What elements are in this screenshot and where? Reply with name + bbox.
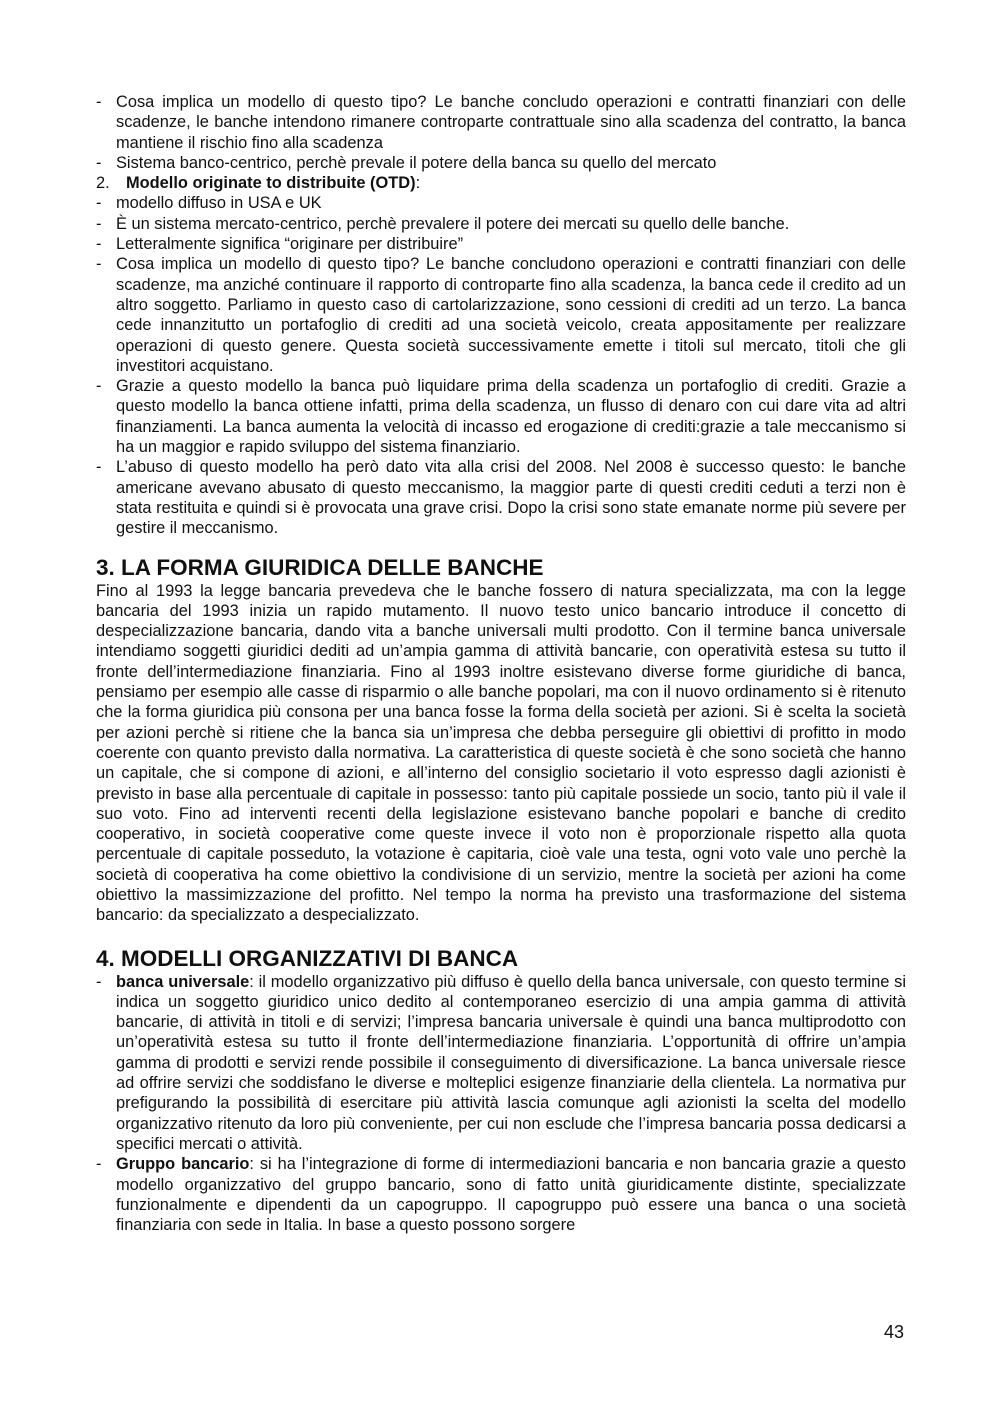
dash-marker: - (96, 972, 102, 991)
list-item-text: È un sistema mercato-centrico, perchè prevalere il potere dei mercati su quello delle banche. (116, 214, 790, 233)
list-item-text: Sistema banco-centrico, perchè prevale il potere della banca su quello del mercato (116, 153, 717, 172)
list-item-term: banca universale (116, 972, 250, 991)
list-item (96, 972, 906, 1155)
list-item-text: L’abuso di questo modello ha però dato vita alla crisi del 2008. Nel 2008 è successo questo: le banche americane avevano abusato di questo meccanismo, la maggior parte di questi crediti ceduti a terzi non è stata restituita e quindi si è provocata una grave crisi. Dopo la crisi sono state emanate norme più severe per gestire il meccanismo. (116, 458, 906, 538)
list-item-text: : il modello organizzativo più diffuso è quello della banca universale, con questo termine si indica un soggetto giuridico unico dedito al contemporaneo esercizio di una ampia gamma di attività bancarie, di attività in titoli e di servizi; l’impresa bancaria universale è quindi una banca multiprodotto con un’operatività estesa su tutto il fronte dell’intermediazione finanziaria. L’opportunità di offrire un’ampia gamma di prodotti e servizi rende possibile il conseguimento di diversificazione. La banca universale riesce ad offrire servizi che soddisfano le diverse e molteplici esigenze finanziarie della clientela. La normativa pur prefigurando la possibilità di esercitare più attività lascia comunque agli azionisti la scelta del modello organizzativo ritenuto da loro più conveniente, per cui non esclude che l’impresa bancaria possa dedicarsi a specifici mercati o attività. (116, 972, 906, 1153)
page-number: 43 (883, 1322, 904, 1342)
list-item (96, 234, 906, 254)
list-item-text: : si ha l’integrazione di forme di intermediazioni bancaria e non bancaria grazie a questo modello organizzativo del gruppo bancario, sono di fatto unità giuridicamente distinte, specializzate funzionalmente e dipendenti da un capogruppo. Il capogruppo può essere una banca o una società finanziaria con sede in Italia. In base a questo possono sorgere (116, 1155, 906, 1235)
numbered-item-otd (96, 173, 906, 193)
dash-marker: - (96, 153, 102, 172)
bullet-list-otd (96, 193, 906, 538)
numbered-item-title: Modello originate to distribuite (OTD) (126, 174, 416, 193)
dash-marker: - (96, 1155, 102, 1174)
list-item (96, 376, 906, 457)
list-item-text: Letteralmente significa “originare per distribuire” (116, 235, 464, 254)
numbered-item-suffix: : (415, 174, 421, 193)
dash-marker: - (96, 377, 102, 396)
section-heading-4: 4. MODELLI ORGANIZZATIVI DI BANCA (96, 945, 519, 971)
list-item (96, 1154, 906, 1235)
list-item (96, 193, 906, 213)
number-marker: 2. (96, 174, 110, 193)
document-page (96, 92, 906, 1235)
list-item (96, 254, 906, 376)
list-item-text: Cosa implica un modello di questo tipo? Le banche concludo operazioni e contratti finanziari con delle scadenze, le banche intendono rimanere controparte contrattuale sino alla scadenza del contratto, la banca mantiene il rischio fino alla scadenza (116, 93, 906, 152)
list-item (96, 457, 906, 538)
list-item (96, 153, 906, 173)
dash-marker: - (96, 194, 102, 213)
dash-marker: - (96, 214, 102, 233)
list-item-term: Gruppo bancario (116, 1155, 250, 1174)
list-item-text: Grazie a questo modello la banca può liquidare prima della scadenza un portafoglio di crediti. Grazie a questo modello la banca ottiene infatti, prima della scadenza, un flusso di denaro con cui dare vita ad altri finanziamenti. La banca aumenta la velocità di incasso ed erogazione di crediti:grazie a tale meccanismo si ha un maggior e rapido sviluppo del sistema finanziario. (116, 377, 906, 457)
list-item-text: Cosa implica un modello di questo tipo? Le banche concludono operazioni e contratti finanziari con delle scadenze, ma anziché continuare il rapporto di controparte fino alla scadenza, la banca cede il credito ad un altro soggetto. Parliamo in questo caso di cartolarizzazione, sono cessioni di crediti ad un terzo. La banca cede innanzitutto un portafoglio di crediti ad una società veicolo, creata appositamente per realizzare operazioni di questo genere. Questa società successivamente emette i titoli sul mercato, titoli che gli investitori acquistano. (116, 255, 906, 375)
bullet-list-models (96, 972, 906, 1236)
bullet-list-otd-intro (96, 92, 906, 173)
dash-marker: - (96, 458, 102, 477)
dash-marker: - (96, 255, 102, 274)
list-item-text: modello diffuso in USA e UK (116, 194, 322, 213)
list-item (96, 92, 906, 153)
dash-marker: - (96, 235, 102, 254)
section-heading-3: 3. LA FORMA GIURIDICA DELLE BANCHE (96, 554, 544, 580)
section-3-paragraph: Fino al 1993 la legge bancaria prevedeva che le banche fossero di natura specializzata, ma con la legge bancaria del 1993 inizia un rapido mutamento. Il nuovo testo unico bancario introduce il concetto di despecializzazione bancaria, dando vita a banche universali multi prodotto. Con il termine banca universale intendiamo soggetti giuridici dediti ad un’ampia gamma di attività bancarie, con operatività estesa su tutto il fronte dell’intermediazione finanziaria. Fino al 1993 inoltre esistevano diverse forme giuridiche di banca, pensiamo per esempio alle casse di risparmio o alle banche popolari, ma con il nuovo ordinamento si è ritenuto che la forma giuridica più consona per una banca fosse la forma della società per azioni. Si è scelta la società per azioni perchè si ritiene che la banca sia un’impresa che debba perseguire gli obiettivi di profitto in modo coerente con quanto previsto dalla normativa. La caratteristica di queste società è che sono società che hanno un capitale, che si compone di azioni, e all’interno del consiglio societario il voto espresso dagli azionisti è previsto in base alla percentuale di capitale in possesso: tanto più capitale possiede un socio, tanto più il vale il suo voto. Fino ad interventi recenti della legislazione esistevano banche popolari e banche di credito cooperativo, in società cooperative come queste invece il voto non è proporzionale rispetto alla quota percentuale di capitale posseduto, la votazione è capitaria, cioè vale una testa, ogni voto vale uno perchè la società di cooperativa ha come obiettivo la condivisione di un servizio, mentre la società per azioni ha come obiettivo la massimizzazione del profitto. Nel tempo la norma ha previsto una trasformazione del sistema bancario: da specializzato a despecializzato. (96, 581, 906, 925)
list-item (96, 214, 906, 234)
dash-marker: - (96, 93, 102, 111)
